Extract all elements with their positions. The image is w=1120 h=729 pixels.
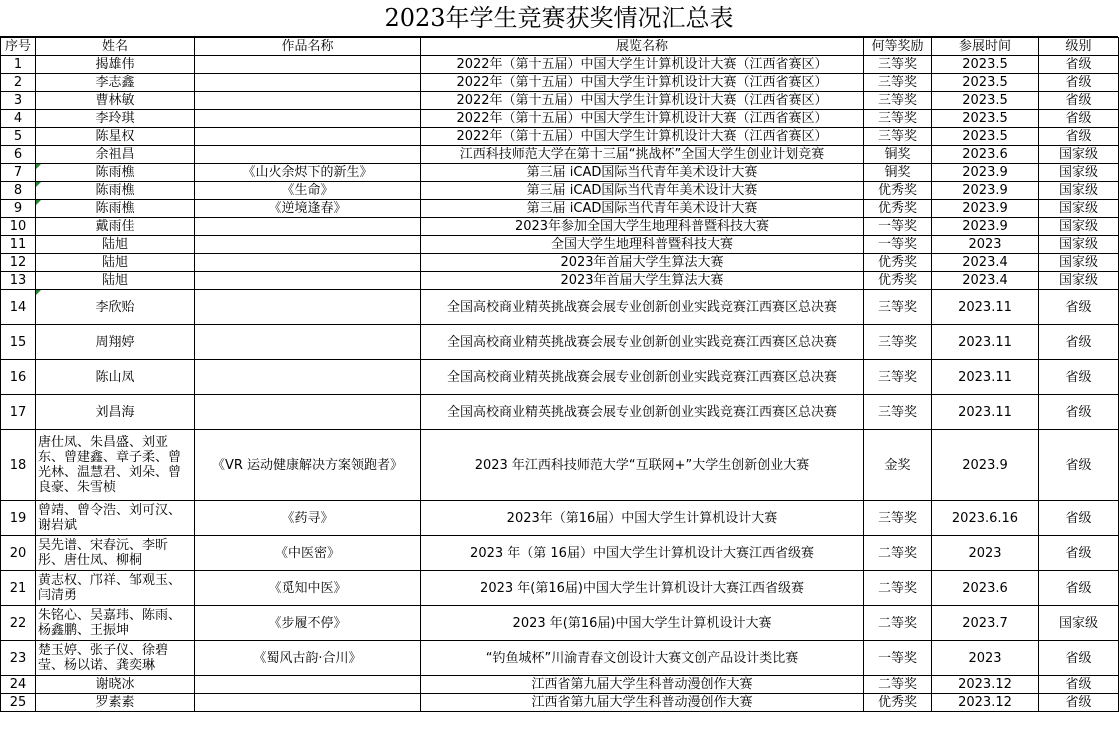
cell-no[interactable]: 16 xyxy=(1,360,36,395)
cell-work[interactable] xyxy=(195,325,421,360)
cell-no[interactable]: 10 xyxy=(1,218,36,236)
cell-contest[interactable]: 第三届 iCAD国际当代青年美术设计大赛 xyxy=(421,182,864,200)
table-row xyxy=(1,254,1119,272)
cell-contest[interactable]: 第三届 iCAD国际当代青年美术设计大赛 xyxy=(421,164,864,182)
cell-name[interactable]: 陈雨樵 xyxy=(36,182,195,200)
cell-contest[interactable]: 全国高校商业精英挑战赛会展专业创新创业实践竞赛江西赛区总决赛 xyxy=(421,325,864,360)
cell-level[interactable]: 省级 xyxy=(1039,430,1119,501)
cell-name[interactable]: 李志鑫 xyxy=(36,74,195,92)
cell-no[interactable]: 22 xyxy=(1,606,36,641)
cell-award[interactable]: 三等奖 xyxy=(864,290,932,325)
cell-name[interactable]: 陈星权 xyxy=(36,128,195,146)
cell-date[interactable]: 2023.5 xyxy=(932,56,1039,74)
cell-level[interactable]: 国家级 xyxy=(1039,254,1119,272)
cell-level[interactable]: 国家级 xyxy=(1039,218,1119,236)
cell-contest[interactable]: 全国高校商业精英挑战赛会展专业创新创业实践竞赛江西赛区总决赛 xyxy=(421,395,864,430)
cell-no[interactable]: 24 xyxy=(1,676,36,694)
cell-work[interactable]: 《生命》 xyxy=(195,182,421,200)
cell-no[interactable]: 15 xyxy=(1,325,36,360)
cell-name[interactable]: 黄志权、邝祥、邹观玉、闫清勇 xyxy=(36,571,195,606)
cell-level[interactable]: 省级 xyxy=(1039,571,1119,606)
cell-level[interactable]: 省级 xyxy=(1039,694,1119,712)
cell-name[interactable]: 陈雨樵 xyxy=(36,164,195,182)
awards-table xyxy=(0,37,1119,712)
cell-work[interactable]: 《步履不停》 xyxy=(195,606,421,641)
table-row xyxy=(1,676,1119,694)
cell-contest[interactable]: 2023年参加全国大学生地理科普暨科技大赛 xyxy=(421,218,864,236)
cell-work[interactable] xyxy=(195,272,421,290)
table-row xyxy=(1,74,1119,92)
cell-no[interactable]: 11 xyxy=(1,236,36,254)
cell-name[interactable]: 戴雨佳 xyxy=(36,218,195,236)
table-row xyxy=(1,606,1119,641)
cell-date[interactable]: 2023.9 xyxy=(932,430,1039,501)
cell-contest[interactable]: 2023 年（第 16届）中国大学生计算机设计大赛江西省级赛 xyxy=(421,536,864,571)
cell-work[interactable]: 《山火余烬下的新生》 xyxy=(195,164,421,182)
cell-no[interactable]: 1 xyxy=(1,56,36,74)
cell-contest[interactable]: 2022年（第十五届）中国大学生计算机设计大赛（江西省赛区） xyxy=(421,128,864,146)
cell-contest[interactable]: 第三届 iCAD国际当代青年美术设计大赛 xyxy=(421,200,864,218)
cell-award[interactable]: 优秀奖 xyxy=(864,254,932,272)
cell-level[interactable]: 省级 xyxy=(1039,74,1119,92)
cell-date[interactable]: 2023 xyxy=(932,641,1039,676)
cell-award[interactable]: 三等奖 xyxy=(864,56,932,74)
cell-contest[interactable]: 江西省第九届大学生科普动漫创作大赛 xyxy=(421,676,864,694)
cell-name[interactable]: 余祖昌 xyxy=(36,146,195,164)
cell-level[interactable]: 省级 xyxy=(1039,501,1119,536)
cell-award[interactable]: 优秀奖 xyxy=(864,694,932,712)
cell-level[interactable]: 省级 xyxy=(1039,360,1119,395)
cell-no[interactable]: 5 xyxy=(1,128,36,146)
cell-name[interactable]: 唐仕凤、朱昌盛、刘亚东、曾建鑫、章子柔、曾光林、温慧君、刘朵、曾良豪、朱雪桢 xyxy=(36,430,195,501)
cell-no[interactable]: 6 xyxy=(1,146,36,164)
cell-contest[interactable]: 江西科技师范大学在第十三届“挑战杯”全国大学生创业计划竞赛 xyxy=(421,146,864,164)
cell-work[interactable] xyxy=(195,395,421,430)
cell-work[interactable]: 《觅知中医》 xyxy=(195,571,421,606)
cell-date[interactable]: 2023.5 xyxy=(932,74,1039,92)
cell-contest[interactable]: “钓鱼城杯”川渝青春文创设计大赛文创产品设计类比赛 xyxy=(421,641,864,676)
table-row xyxy=(1,200,1119,218)
table-row xyxy=(1,571,1119,606)
cell-name[interactable]: 刘昌海 xyxy=(36,395,195,430)
cell-no[interactable]: 25 xyxy=(1,694,36,712)
cell-contest[interactable]: 2023年首届大学生算法大赛 xyxy=(421,272,864,290)
cell-work[interactable]: 《VR 运动健康解决方案领跑者》 xyxy=(195,430,421,501)
cell-date[interactable]: 2023.9 xyxy=(932,164,1039,182)
cell-name[interactable]: 陈雨樵 xyxy=(36,200,195,218)
cell-name[interactable]: 曾靖、曾令浩、刘可汉、谢岩斌 xyxy=(36,501,195,536)
cell-award[interactable]: 金奖 xyxy=(864,430,932,501)
cell-name[interactable]: 谢晓冰 xyxy=(36,676,195,694)
cell-work[interactable] xyxy=(195,254,421,272)
cell-date[interactable]: 2023.11 xyxy=(932,325,1039,360)
cell-level[interactable]: 省级 xyxy=(1039,676,1119,694)
cell-contest[interactable]: 江西省第九届大学生科普动漫创作大赛 xyxy=(421,694,864,712)
cell-work[interactable]: 《蜀风古韵·合川》 xyxy=(195,641,421,676)
cell-work[interactable]: 《药寻》 xyxy=(195,501,421,536)
cell-contest[interactable]: 2023 年(第16届)中国大学生计算机设计大赛 xyxy=(421,606,864,641)
cell-work[interactable] xyxy=(195,290,421,325)
cell-level[interactable]: 省级 xyxy=(1039,92,1119,110)
cell-work[interactable] xyxy=(195,360,421,395)
cell-award[interactable]: 三等奖 xyxy=(864,325,932,360)
cell-no[interactable]: 13 xyxy=(1,272,36,290)
header-no[interactable]: 序号 xyxy=(1,38,36,56)
cell-name[interactable]: 楚玉婷、张子仪、徐碧莹、杨以诺、龚奕琳 xyxy=(36,641,195,676)
cell-name[interactable]: 陆旭 xyxy=(36,236,195,254)
header-work[interactable]: 作品名称 xyxy=(195,38,421,56)
header-date[interactable]: 参展时间 xyxy=(932,38,1039,56)
cell-no[interactable]: 9 xyxy=(1,200,36,218)
cell-date[interactable]: 2023.4 xyxy=(932,272,1039,290)
cell-date[interactable]: 2023.9 xyxy=(932,182,1039,200)
cell-award[interactable]: 一等奖 xyxy=(864,236,932,254)
cell-date[interactable]: 2023 xyxy=(932,236,1039,254)
cell-level[interactable]: 省级 xyxy=(1039,641,1119,676)
cell-level[interactable]: 省级 xyxy=(1039,110,1119,128)
cell-name[interactable]: 罗素素 xyxy=(36,694,195,712)
cell-name[interactable]: 李玲琪 xyxy=(36,110,195,128)
table-row xyxy=(1,56,1119,74)
table-row xyxy=(1,290,1119,325)
cell-name[interactable]: 陆旭 xyxy=(36,272,195,290)
table-row xyxy=(1,694,1119,712)
cell-award[interactable]: 优秀奖 xyxy=(864,200,932,218)
cell-name[interactable]: 陆旭 xyxy=(36,254,195,272)
cell-contest[interactable]: 2023年首届大学生算法大赛 xyxy=(421,254,864,272)
cell-level[interactable]: 国家级 xyxy=(1039,164,1119,182)
cell-name[interactable]: 周翔婷 xyxy=(36,325,195,360)
table-row xyxy=(1,92,1119,110)
cell-work[interactable] xyxy=(195,218,421,236)
table-row xyxy=(1,128,1119,146)
cell-no[interactable]: 2 xyxy=(1,74,36,92)
cell-award[interactable]: 三等奖 xyxy=(864,92,932,110)
cell-work[interactable]: 《中医密》 xyxy=(195,536,421,571)
cell-award[interactable]: 三等奖 xyxy=(864,360,932,395)
table-row xyxy=(1,218,1119,236)
cell-work[interactable] xyxy=(195,74,421,92)
cell-no[interactable]: 14 xyxy=(1,290,36,325)
cell-award[interactable]: 一等奖 xyxy=(864,641,932,676)
header-award[interactable]: 何等奖励 xyxy=(864,38,932,56)
cell-date[interactable]: 2023.5 xyxy=(932,110,1039,128)
cell-no[interactable]: 17 xyxy=(1,395,36,430)
cell-no[interactable]: 12 xyxy=(1,254,36,272)
cell-no[interactable]: 4 xyxy=(1,110,36,128)
header-name[interactable]: 姓名 xyxy=(36,38,195,56)
cell-award[interactable]: 三等奖 xyxy=(864,128,932,146)
table-row xyxy=(1,325,1119,360)
cell-date[interactable]: 2023.11 xyxy=(932,360,1039,395)
cell-no[interactable]: 7 xyxy=(1,164,36,182)
cell-level[interactable]: 省级 xyxy=(1039,128,1119,146)
cell-award[interactable]: 优秀奖 xyxy=(864,182,932,200)
cell-date[interactable]: 2023.6 xyxy=(932,146,1039,164)
cell-date[interactable]: 2023.6.16 xyxy=(932,501,1039,536)
cell-award[interactable]: 二等奖 xyxy=(864,676,932,694)
cell-date[interactable]: 2023.11 xyxy=(932,395,1039,430)
cell-no[interactable]: 3 xyxy=(1,92,36,110)
cell-work[interactable] xyxy=(195,92,421,110)
cell-level[interactable]: 省级 xyxy=(1039,536,1119,571)
cell-contest[interactable]: 2022年（第十五届）中国大学生计算机设计大赛（江西省赛区） xyxy=(421,56,864,74)
cell-no[interactable]: 18 xyxy=(1,430,36,501)
cell-date[interactable]: 2023 xyxy=(932,536,1039,571)
cell-date[interactable]: 2023.12 xyxy=(932,694,1039,712)
cell-date[interactable]: 2023.11 xyxy=(932,290,1039,325)
cell-level[interactable]: 省级 xyxy=(1039,395,1119,430)
table-row xyxy=(1,164,1119,182)
cell-work[interactable] xyxy=(195,236,421,254)
cell-name[interactable]: 李欣贻 xyxy=(36,290,195,325)
cell-level[interactable]: 国家级 xyxy=(1039,146,1119,164)
cell-award[interactable]: 三等奖 xyxy=(864,74,932,92)
cell-date[interactable]: 2023.5 xyxy=(932,92,1039,110)
cell-name[interactable]: 陈山凤 xyxy=(36,360,195,395)
cell-contest[interactable]: 2023 年(第16届)中国大学生计算机设计大赛江西省级赛 xyxy=(421,571,864,606)
table-row xyxy=(1,146,1119,164)
cell-work[interactable] xyxy=(195,128,421,146)
cell-award[interactable]: 三等奖 xyxy=(864,110,932,128)
cell-award[interactable]: 三等奖 xyxy=(864,395,932,430)
cell-date[interactable]: 2023.12 xyxy=(932,676,1039,694)
cell-award[interactable]: 二等奖 xyxy=(864,571,932,606)
cell-award[interactable]: 优秀奖 xyxy=(864,272,932,290)
cell-date[interactable]: 2023.6 xyxy=(932,571,1039,606)
cell-level[interactable]: 国家级 xyxy=(1039,272,1119,290)
cell-contest[interactable]: 全国高校商业精英挑战赛会展专业创新创业实践竞赛江西赛区总决赛 xyxy=(421,360,864,395)
cell-level[interactable]: 国家级 xyxy=(1039,182,1119,200)
page-title: 2023年学生竞赛获奖情况汇总表 xyxy=(0,0,1118,37)
cell-date[interactable]: 2023.7 xyxy=(932,606,1039,641)
cell-award[interactable]: 二等奖 xyxy=(864,536,932,571)
cell-contest[interactable]: 2022年（第十五届）中国大学生计算机设计大赛（江西省赛区） xyxy=(421,74,864,92)
cell-date[interactable]: 2023.9 xyxy=(932,218,1039,236)
cell-date[interactable]: 2023.9 xyxy=(932,200,1039,218)
cell-work[interactable] xyxy=(195,694,421,712)
cell-work[interactable] xyxy=(195,676,421,694)
header-row xyxy=(1,38,1119,56)
cell-name[interactable]: 朱铭心、吴嘉玮、陈雨、杨鑫鹏、王振坤 xyxy=(36,606,195,641)
cell-level[interactable]: 省级 xyxy=(1039,56,1119,74)
cell-award[interactable]: 铜奖 xyxy=(864,164,932,182)
cell-name[interactable]: 曹林敏 xyxy=(36,92,195,110)
cell-no[interactable]: 23 xyxy=(1,641,36,676)
table-row xyxy=(1,501,1119,536)
header-contest[interactable]: 展览名称 xyxy=(421,38,864,56)
cell-no[interactable]: 21 xyxy=(1,571,36,606)
cell-award[interactable]: 铜奖 xyxy=(864,146,932,164)
cell-work[interactable] xyxy=(195,56,421,74)
cell-contest[interactable]: 2022年（第十五届）中国大学生计算机设计大赛（江西省赛区） xyxy=(421,92,864,110)
table-row xyxy=(1,236,1119,254)
cell-work[interactable] xyxy=(195,146,421,164)
cell-name[interactable]: 揭雄伟 xyxy=(36,56,195,74)
table-row xyxy=(1,536,1119,571)
table-row xyxy=(1,360,1119,395)
cell-contest[interactable]: 2023年（第16届）中国大学生计算机设计大赛 xyxy=(421,501,864,536)
cell-contest[interactable]: 2023 年江西科技师范大学“互联网+”大学生创新创业大赛 xyxy=(421,430,864,501)
table-row xyxy=(1,395,1119,430)
table-row xyxy=(1,430,1119,501)
cell-award[interactable]: 三等奖 xyxy=(864,501,932,536)
cell-award[interactable]: 二等奖 xyxy=(864,606,932,641)
cell-level[interactable]: 国家级 xyxy=(1039,236,1119,254)
table-row xyxy=(1,182,1119,200)
cell-no[interactable]: 19 xyxy=(1,501,36,536)
header-level[interactable]: 级别 xyxy=(1039,38,1119,56)
cell-date[interactable]: 2023.5 xyxy=(932,128,1039,146)
cell-no[interactable]: 8 xyxy=(1,182,36,200)
cell-award[interactable]: 一等奖 xyxy=(864,218,932,236)
cell-work[interactable] xyxy=(195,110,421,128)
table-row xyxy=(1,641,1119,676)
cell-contest[interactable]: 2022年（第十五届）中国大学生计算机设计大赛（江西省赛区） xyxy=(421,110,864,128)
cell-contest[interactable]: 全国大学生地理科普暨科技大赛 xyxy=(421,236,864,254)
cell-level[interactable]: 国家级 xyxy=(1039,200,1119,218)
cell-level[interactable]: 省级 xyxy=(1039,290,1119,325)
cell-date[interactable]: 2023.4 xyxy=(932,254,1039,272)
cell-level[interactable]: 省级 xyxy=(1039,325,1119,360)
cell-work[interactable]: 《逆境逢春》 xyxy=(195,200,421,218)
cell-no[interactable]: 20 xyxy=(1,536,36,571)
table-row xyxy=(1,110,1119,128)
cell-contest[interactable]: 全国高校商业精英挑战赛会展专业创新创业实践竞赛江西赛区总决赛 xyxy=(421,290,864,325)
cell-name[interactable]: 吴先谱、宋春沅、李昕彤、唐仕凤、柳桐 xyxy=(36,536,195,571)
cell-level[interactable]: 国家级 xyxy=(1039,606,1119,641)
table-row xyxy=(1,272,1119,290)
